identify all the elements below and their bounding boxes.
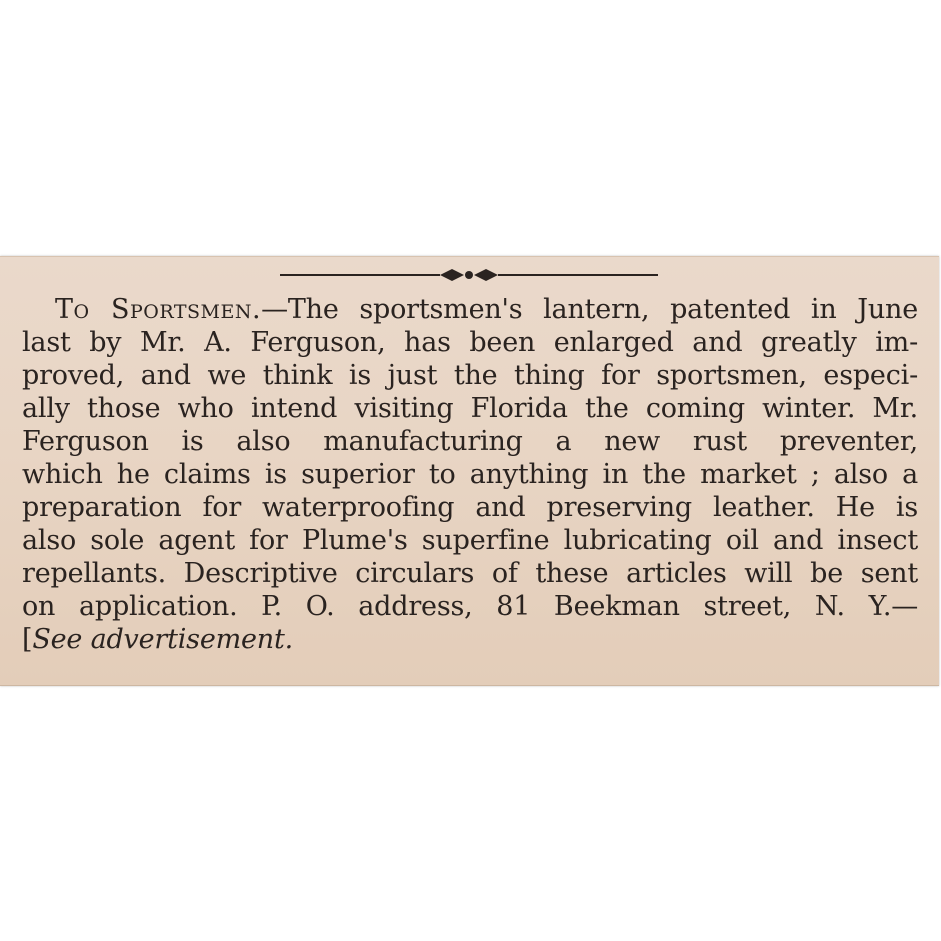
article-line-4: ally those who intend visiting Florida the coming winter. Mr.: [22, 393, 918, 424]
article-line-9: repellants. Descriptive circulars of these articles will be sent: [22, 558, 918, 589]
see-advertisement-reference: See advertisement.: [32, 624, 294, 655]
ornament-diamond-right: [474, 269, 498, 281]
article-line-10: on application. P. O. address, 81 Beekman street, N. Y.—: [22, 591, 918, 622]
article-body: [22, 293, 918, 656]
decorative-rule-ornament: [280, 265, 658, 285]
ornament-diamond-left: [440, 269, 464, 281]
see-bracket: [: [22, 624, 33, 655]
article-heading: To Sportsmen.: [55, 294, 262, 325]
article-line-5: Ferguson is also manufacturing a new rust preventer,: [22, 426, 918, 457]
article-line-8: also sole agent for Plume's superfine lubricating oil and insect: [22, 525, 918, 556]
article-line-3: proved, and we think is just the thing for sportsmen, especi-: [22, 360, 918, 391]
article-line-7: preparation for waterproofing and preserving leather. He is: [22, 492, 918, 523]
newspaper-clipping: [0, 256, 939, 686]
article-line-11: [22, 623, 918, 656]
article-line-1-text: —The sportsmen's lantern, patented in June: [261, 294, 919, 325]
article-line-2: last by Mr. A. Ferguson, has been enlarged and greatly im-: [22, 327, 918, 358]
article-line-1: [22, 293, 918, 326]
article-line-6: which he claims is superior to anything in the market ; also a: [22, 459, 918, 490]
ornament-dot-center: [465, 271, 473, 279]
